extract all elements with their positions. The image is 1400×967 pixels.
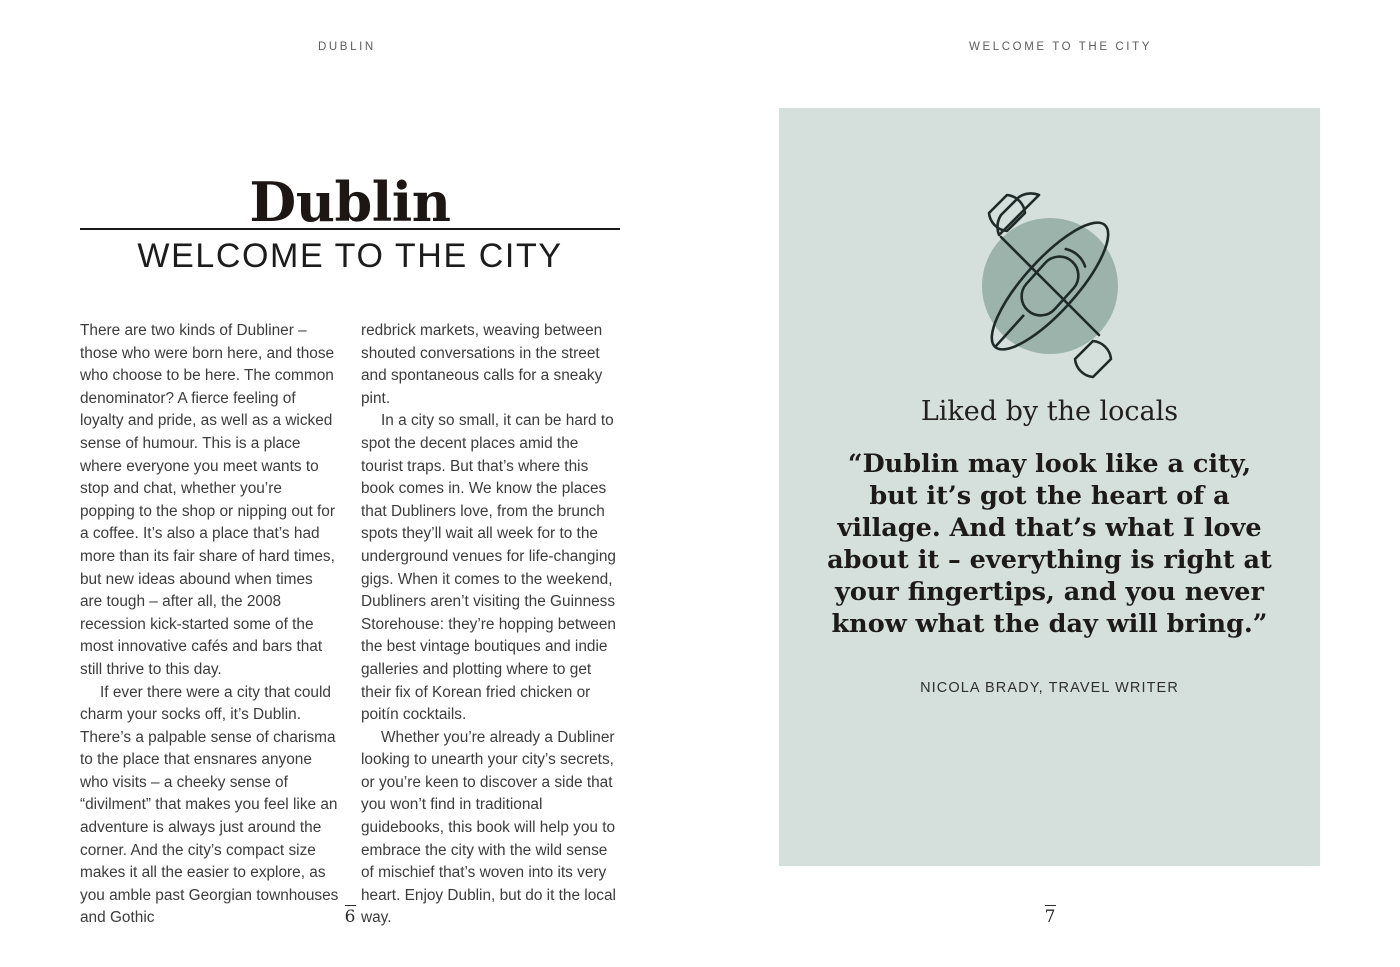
- body-paragraph: Whether you’re already a Dubliner looking to unearth your city’s secrets, or you’re keen to discover a side that you won’t find in traditional guidebooks, this book will help you to embrace the city with the wild sense of mischief that’s woven into its very heart. Enjoy Dublin, but do it the local way.: [361, 728, 616, 927]
- title-block: [80, 170, 620, 285]
- quote-panel: [779, 108, 1320, 866]
- body-column-1: [80, 320, 339, 930]
- page-title: Dublin: [249, 170, 451, 234]
- body-column-2: [361, 320, 620, 930]
- kayak-and-paddle-icon: [945, 191, 1155, 381]
- quote-attribution: NICOLA BRADY, TRAVEL WRITER: [920, 680, 1179, 696]
- body-paragraph: There are two kinds of Dubliner – those who were born here, and those who choose to be here. The common denominator? A fierce feeling of loyalty and pride, as well as a wicked sense of humour. This is a place where everyone you meet wants to stop and chat, whether you’re popping to the shop or nipping out for a coffee. It’s also a place that’s had more than its fair share of hard times, but new ideas abound when times are tough – after all, the 2008 recession kick-started some of the most innovative cafés and bars that still thrive to this day.: [80, 322, 335, 678]
- body-paragraph: In a city so small, it can be hard to spot the decent places amid the tourist traps. But that’s where this book comes in. We know the places that Dubliners love, from the brunch spots they’ll wait all week for to the underground venues for life-changing gigs. When it comes to the weekend, Dubliners aren’t visiting the Guinness Storehouse: they’re hopping between the best vintage boutiques and indie galleries and plotting where to get their fix of Korean fried chicken or poitín cocktails.: [361, 412, 616, 724]
- body-paragraph: If ever there were a city that could charm your socks off, it’s Dublin. There’s a palpable sense of charisma to the place that ensnares anyone who visits – a cheeky sense of “divilment” that makes you feel like an adventure is always just around the corner. And the city’s compact size makes it all the easier to explore, as you amble past Georgian townhouses and Gothic: [80, 683, 339, 927]
- page-subtitle: WELCOME TO THE CITY: [137, 237, 563, 275]
- running-head-left: DUBLIN: [318, 41, 376, 53]
- folio-right: 7: [1030, 905, 1070, 927]
- body-paragraph: redbrick markets, weaving between shouted conversations in the street and spontaneous calls for a sneaky pint.: [361, 322, 603, 407]
- quote-text: “Dublin may look like a city, but it’s got the heart of a village. And that’s what I love about it – everything is right at your fingertips, and you never know what the day will bring.”: [827, 449, 1272, 639]
- body-columns: [80, 320, 620, 930]
- folio-left: 6: [330, 905, 370, 927]
- quote-heading: Liked by the locals: [920, 396, 1179, 427]
- running-head-right: WELCOME TO THE CITY: [969, 41, 1152, 53]
